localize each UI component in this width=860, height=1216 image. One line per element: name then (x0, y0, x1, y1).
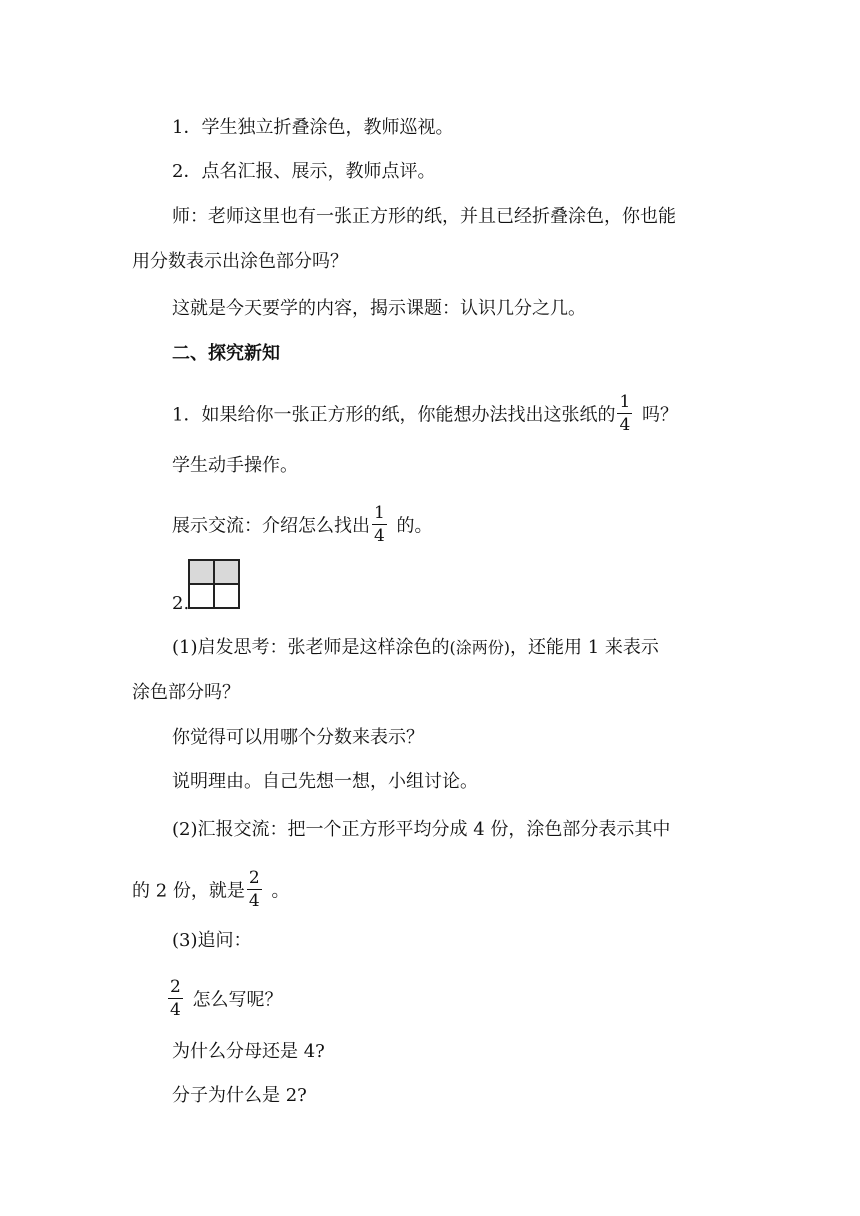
text-segment: (涂两份) (449, 638, 510, 657)
fraction (247, 868, 262, 911)
text-line (172, 636, 659, 660)
fraction-denominator: 4 (248, 891, 260, 911)
text-segment: 。 (265, 880, 290, 902)
fraction-denominator: 4 (374, 526, 385, 546)
fraction-bar (168, 998, 183, 999)
text-line: 1．学生独立折叠涂色，教师巡视。 (172, 117, 454, 138)
fraction-denominator: 4 (619, 415, 631, 435)
grid-cell-shaded (214, 560, 239, 584)
fraction (168, 977, 183, 1020)
text-segment: ，还能用 1 来表示 (510, 637, 659, 658)
text-segment: 的 2 份，就是 (132, 880, 245, 902)
text-line (172, 505, 433, 548)
fraction-bar (372, 524, 387, 525)
text-segment: 1．如果给你一张正方形的纸，你能想办法找出这张纸的 (172, 404, 616, 426)
grid-cell (189, 584, 214, 608)
text-segment: 的。 (390, 515, 433, 537)
fraction (372, 503, 387, 546)
text-line: (2)汇报交流：把一个正方形平均分成 4 份，涂色部分表示其中 (172, 819, 671, 840)
item-number: 2. (172, 593, 190, 614)
text-line: 说明理由。自己先想一想，小组讨论。 (172, 771, 478, 792)
text-segment: 展示交流：介绍怎么找出 (172, 515, 370, 537)
text-segment: (1)启发思考：张老师是这样涂色的 (172, 637, 450, 658)
text-line (172, 394, 678, 437)
fraction-bar (617, 413, 632, 414)
fraction-bar (247, 889, 262, 890)
text-line: 用分数表示出涂色部分吗？ (132, 251, 348, 272)
text-line: (3)追问： (172, 930, 252, 951)
text-line (168, 979, 283, 1022)
fraction-denominator: 4 (170, 1000, 181, 1020)
text-line: 分子为什么是 2? (172, 1085, 307, 1106)
text-line: 学生动手操作。 (172, 455, 298, 476)
grid-cell (214, 584, 239, 608)
text-line: 你觉得可以用哪个分数来表示？ (172, 727, 424, 748)
text-line: 这就是今天要学的内容，揭示课题：认识几分之几。 (172, 298, 586, 319)
section-heading: 二、探究新知 (172, 343, 280, 364)
text-line: 为什么分母还是 4? (172, 1041, 325, 1062)
fraction-numerator: 2 (248, 868, 260, 888)
grid-cell-shaded (189, 560, 214, 584)
fraction-numerator: 1 (619, 392, 631, 412)
text-segment: 怎么写呢？ (186, 989, 283, 1011)
text-line: 2．点名汇报、展示，教师点评。 (172, 161, 436, 182)
fraction-numerator: 2 (170, 977, 181, 997)
text-segment: 吗？ (636, 404, 679, 426)
fraction (617, 392, 632, 435)
square-grid-figure (188, 559, 240, 609)
fraction-numerator: 1 (374, 503, 385, 523)
text-line: 师：老师这里也有一张正方形的纸，并且已经折叠涂色，你也能 (172, 206, 676, 227)
text-line (132, 870, 289, 913)
text-line: 涂色部分吗？ (132, 682, 240, 703)
